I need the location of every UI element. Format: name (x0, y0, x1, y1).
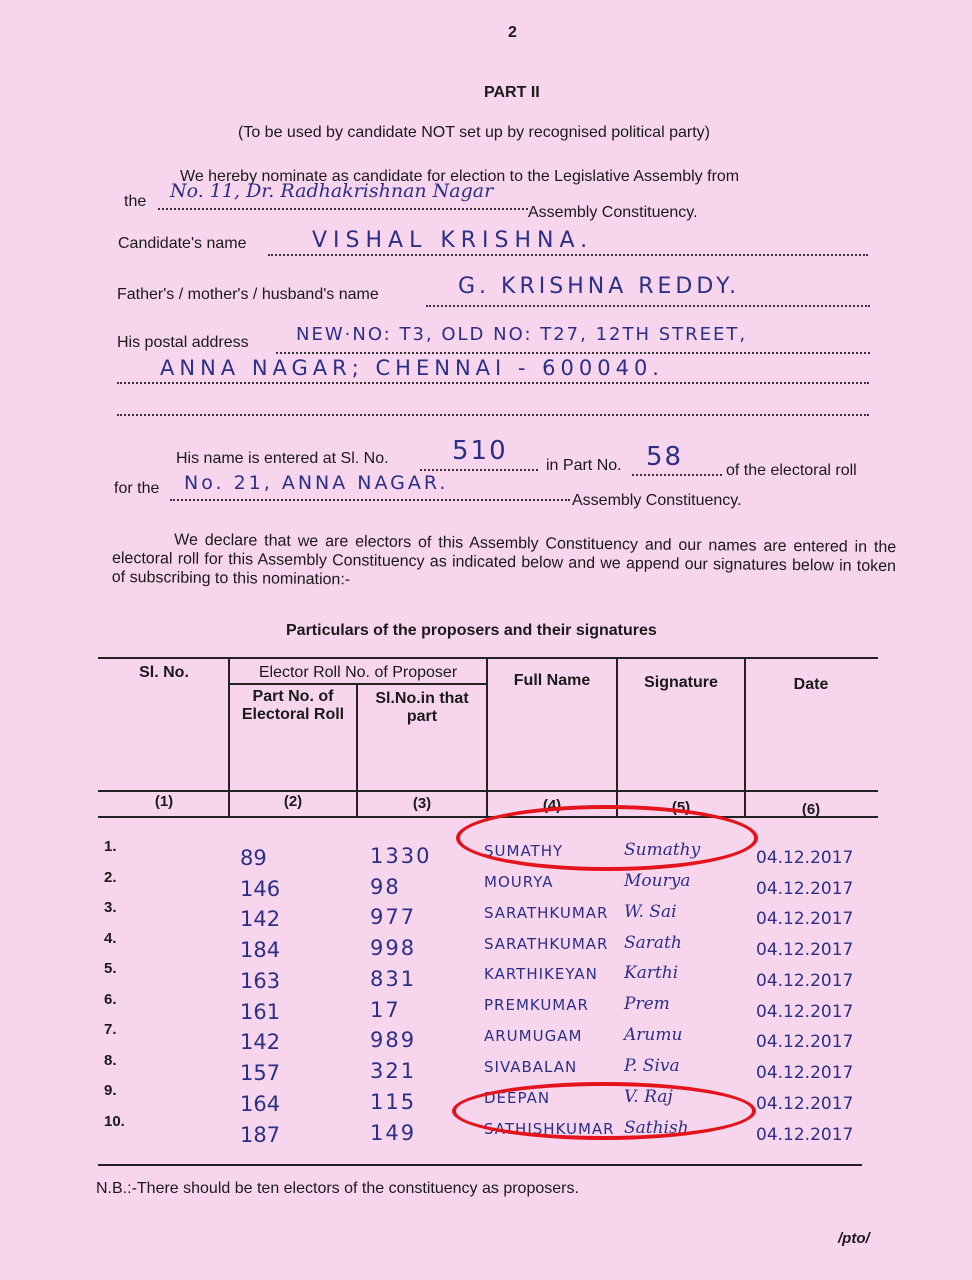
row-sl-no: 3. (104, 899, 117, 916)
row-sl-no: 10. (104, 1112, 125, 1130)
row-date: 04.12.2017 (756, 970, 854, 991)
row-part-no: 163 (240, 968, 281, 993)
colnum-1: (1) (154, 793, 174, 810)
row-date: 04.12.2017 (756, 909, 854, 930)
header-sl-no: Sl. No. (139, 664, 189, 681)
row-part-no: 187 (240, 1122, 281, 1147)
row-part-no: 161 (240, 999, 281, 1024)
declaration-paragraph: We declare that we are electors of this Assembly Constituency and our names are entered in the electoral roll for this Assembly Constituency as indicated below and we append our signatures below in token of subscribing to this nomination:- (111, 531, 897, 589)
page-number: 2 (508, 24, 517, 41)
row-sl-in-part: 115 (370, 1089, 417, 1114)
for-the-label: for the (114, 480, 160, 497)
sl-no-value: 510 (452, 436, 508, 466)
footnote: N.B.:-There should be ten electors of the constituency as proposers. (96, 1180, 579, 1197)
row-part-no: 184 (240, 938, 281, 963)
row-sl-in-part: 98 (370, 874, 401, 899)
part-no-dotted-line (632, 472, 722, 476)
table-header-bottom (98, 790, 878, 792)
candidate-name-label: Candidate's name (118, 235, 247, 252)
header-date: Date (793, 676, 829, 693)
row-signature: Karthi (624, 963, 679, 984)
row-sl-no: 6. (104, 990, 117, 1008)
row-part-no: 146 (240, 876, 281, 901)
row-part-no: 142 (240, 907, 281, 932)
row-full-name: MOURYA (484, 872, 554, 891)
nominate-text: We hereby nominate as candidate for election to the Legislative Assembly from (180, 168, 740, 185)
header-signature: Signature (644, 674, 718, 691)
pto-marker: /pto/ (838, 1230, 870, 1247)
assembly-constituency-label: Assembly Constituency. (528, 204, 698, 221)
row-full-name: SIVABALAN (484, 1058, 578, 1077)
header-part-no: Part No. of Electoral Roll (241, 688, 345, 723)
father-name: G. KRISHNA REDDY. (458, 274, 741, 299)
row-sl-in-part: 998 (370, 936, 417, 961)
row-signature: Sumathy (624, 840, 701, 860)
row-sl-no: 5. (104, 960, 117, 977)
father-dotted-line (426, 303, 870, 307)
postal-dotted-line-2 (117, 380, 869, 384)
highlight-circle-row-1 (456, 805, 758, 871)
row-sl-no: 2. (104, 868, 117, 886)
colnum-6: (6) (801, 801, 821, 818)
row-signature: Sathish (624, 1117, 689, 1138)
roll-constituency-dotted-line (170, 497, 570, 501)
postal-dotted-line-3 (117, 412, 869, 416)
row-full-name: SARATHKUMAR (484, 903, 609, 922)
row-date: 04.12.2017 (756, 1001, 854, 1022)
row-full-name: SARATHKUMAR (484, 934, 609, 953)
colnum-3: (3) (412, 795, 432, 812)
row-sl-no: 4. (104, 929, 117, 947)
in-part-label: in Part No. (546, 457, 622, 474)
postal-address-label: His postal address (117, 334, 249, 351)
postal-address-line-1: NEW·NO: T3, OLD NO: T27, 12TH STREET, (296, 324, 748, 345)
the-label: the (124, 193, 147, 210)
row-date: 04.12.2017 (756, 878, 854, 899)
row-full-name: SATHISHKUMAR (484, 1119, 615, 1138)
row-part-no: 142 (240, 1030, 281, 1055)
subtitle: (To be used by candidate NOT set up by recognised political party) (238, 124, 710, 141)
highlight-circle-row-9 (452, 1082, 756, 1140)
row-date: 04.12.2017 (756, 1063, 854, 1084)
row-date: 04.12.2017 (756, 1032, 854, 1053)
header-elector-roll: Elector Roll No. of Proposer (258, 664, 458, 681)
row-date: 04.12.2017 (756, 1124, 854, 1145)
part-no-value: 58 (646, 442, 684, 472)
row-signature: P. Siva (624, 1056, 680, 1077)
postal-dotted-line-1 (276, 350, 870, 354)
row-full-name: SUMATHY (484, 842, 564, 860)
row-date: 04.12.2017 (756, 848, 854, 868)
sl-no-label: His name is entered at Sl. No. (176, 450, 389, 467)
row-part-no: 89 (240, 846, 267, 870)
row-sl-in-part: 1330 (370, 844, 432, 868)
table-bottom-border (98, 1164, 862, 1166)
colnum-5: (5) (671, 799, 691, 816)
colnum-4: (4) (542, 797, 562, 814)
sl-no-dotted-line (420, 467, 538, 471)
roll-assembly-constituency-label: Assembly Constituency. (572, 492, 742, 509)
row-sl-no: 1. (104, 838, 117, 855)
row-sl-no: 7. (104, 1021, 117, 1038)
part-title: PART II (484, 84, 540, 101)
header-full-name: Full Name (513, 672, 591, 689)
row-sl-in-part: 17 (370, 997, 401, 1022)
row-date: 04.12.2017 (756, 1093, 854, 1114)
row-full-name: PREMKUMAR (484, 996, 589, 1015)
header-sl-in-part: Sl.No.in that part (375, 690, 469, 725)
roll-constituency: No. 21, ANNA NAGAR. (184, 472, 449, 494)
row-part-no: 157 (240, 1061, 281, 1086)
table-title: Particulars of the proposers and their signatures (286, 622, 657, 639)
row-full-name: ARUMUGAM (484, 1027, 583, 1046)
row-full-name: DEEPAN (484, 1088, 551, 1107)
row-signature: Sarath (624, 932, 682, 953)
constituency-handwritten: No. 11, Dr. Radhakrishnan Nagar (170, 180, 494, 202)
row-signature: Mourya (624, 870, 691, 891)
constituency-dotted-line (158, 206, 528, 210)
row-sl-in-part: 831 (370, 966, 417, 991)
row-signature: Prem (624, 994, 670, 1015)
row-sl-no: 8. (104, 1051, 117, 1069)
row-sl-in-part: 149 (370, 1120, 417, 1145)
electoral-roll-label: of the electoral roll (726, 462, 857, 479)
colnum-2: (2) (283, 793, 303, 810)
row-signature: Arumu (624, 1025, 683, 1046)
row-sl-no: 9. (104, 1082, 117, 1099)
row-sl-in-part: 989 (370, 1028, 417, 1053)
table-top-border (98, 657, 878, 659)
row-part-no: 164 (240, 1091, 281, 1116)
row-date: 04.12.2017 (756, 940, 854, 961)
row-sl-in-part: 977 (370, 905, 417, 930)
father-name-label: Father's / mother's / husband's name (117, 286, 379, 303)
row-signature: V. Raj (624, 1086, 673, 1107)
candidate-name: VISHAL KRISHNA. (312, 228, 594, 253)
row-sl-in-part: 321 (370, 1059, 417, 1084)
postal-address-line-2: ANNA NAGAR; CHENNAI - 600040. (160, 356, 664, 380)
row-full-name: KARTHIKEYAN (484, 965, 598, 984)
row-signature: W. Sai (624, 901, 677, 922)
